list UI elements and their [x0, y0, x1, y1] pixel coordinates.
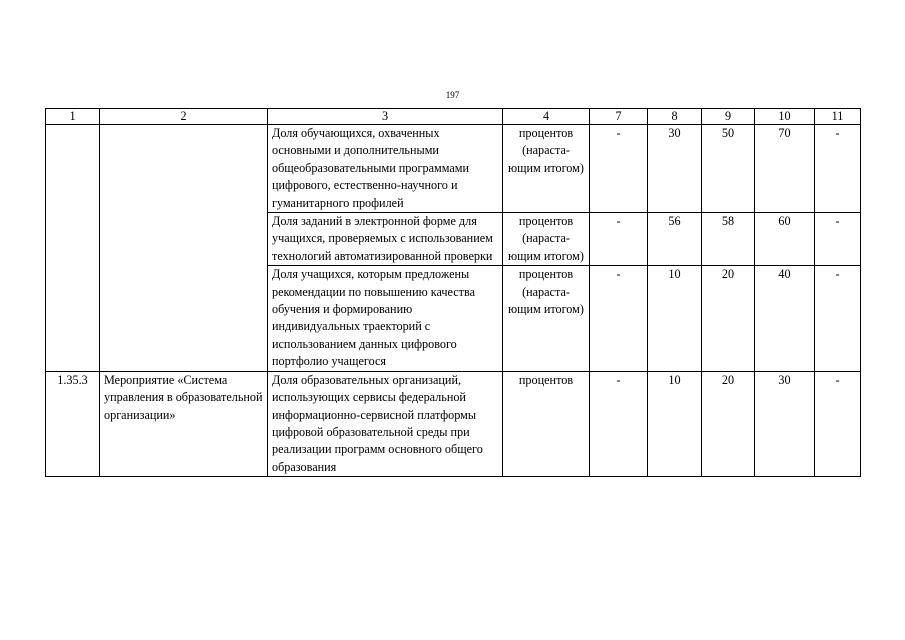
value-col-8: 56 — [648, 213, 702, 266]
value-col-8: 30 — [648, 125, 702, 213]
value-col-10: 60 — [755, 213, 815, 266]
value-col-7: - — [590, 125, 648, 213]
value-col-11: - — [815, 266, 861, 371]
header-col-7: 7 — [590, 109, 648, 125]
value-col-11: - — [815, 371, 861, 476]
table-header-row — [46, 109, 861, 125]
value-col-11: - — [815, 125, 861, 213]
value-col-7: - — [590, 266, 648, 371]
table-row — [46, 125, 861, 213]
unit-cell: процентов — [503, 371, 590, 476]
header-col-10: 10 — [755, 109, 815, 125]
value-col-10: 70 — [755, 125, 815, 213]
indicator-cell: Доля обучающихся, охваченных основными и дополнительными общеобразовательными программами цифрового, естественно-научного и гуманитарного профилей — [268, 125, 503, 213]
table-row — [46, 371, 861, 476]
indicator-cell: Доля учащихся, которым предложены рекомендации по повышению качества обучения и формированию индивидуальных траекторий с использованием данных цифрового портфолио учащегося — [268, 266, 503, 371]
value-col-9: 50 — [702, 125, 755, 213]
header-col-1: 1 — [46, 109, 100, 125]
value-col-10: 40 — [755, 266, 815, 371]
value-col-7: - — [590, 371, 648, 476]
header-col-9: 9 — [702, 109, 755, 125]
value-col-11: - — [815, 213, 861, 266]
header-col-8: 8 — [648, 109, 702, 125]
value-col-10: 30 — [755, 371, 815, 476]
value-col-8: 10 — [648, 266, 702, 371]
value-col-9: 20 — [702, 371, 755, 476]
value-col-9: 58 — [702, 213, 755, 266]
indicator-cell: Доля заданий в электронной форме для учащихся, проверяемых с использованием технологий автоматизированной проверки — [268, 213, 503, 266]
measure-number-cell: 1.35.3 — [46, 371, 100, 476]
unit-cell: процентов (нараста-ющим итогом) — [503, 125, 590, 213]
header-col-3: 3 — [268, 109, 503, 125]
value-col-9: 20 — [702, 266, 755, 371]
unit-cell: процентов (нараста-ющим итогом) — [503, 213, 590, 266]
unit-cell: процентов (нараста-ющим итогом) — [503, 266, 590, 371]
header-col-2: 2 — [100, 109, 268, 125]
header-col-11: 11 — [815, 109, 861, 125]
value-col-8: 10 — [648, 371, 702, 476]
header-col-4: 4 — [503, 109, 590, 125]
empty-measure-cell — [100, 125, 268, 372]
page-number: 197 — [445, 90, 460, 100]
measure-name-cell: Мероприятие «Система управления в образовательной организации» — [100, 371, 268, 476]
value-col-7: - — [590, 213, 648, 266]
indicators-table — [45, 108, 861, 477]
empty-number-cell — [46, 125, 100, 372]
indicator-cell: Доля образовательных организаций, использующих сервисы федеральной информационно-сервисной платформы цифровой образовательной среды при реализации программ основного общего образования — [268, 371, 503, 476]
